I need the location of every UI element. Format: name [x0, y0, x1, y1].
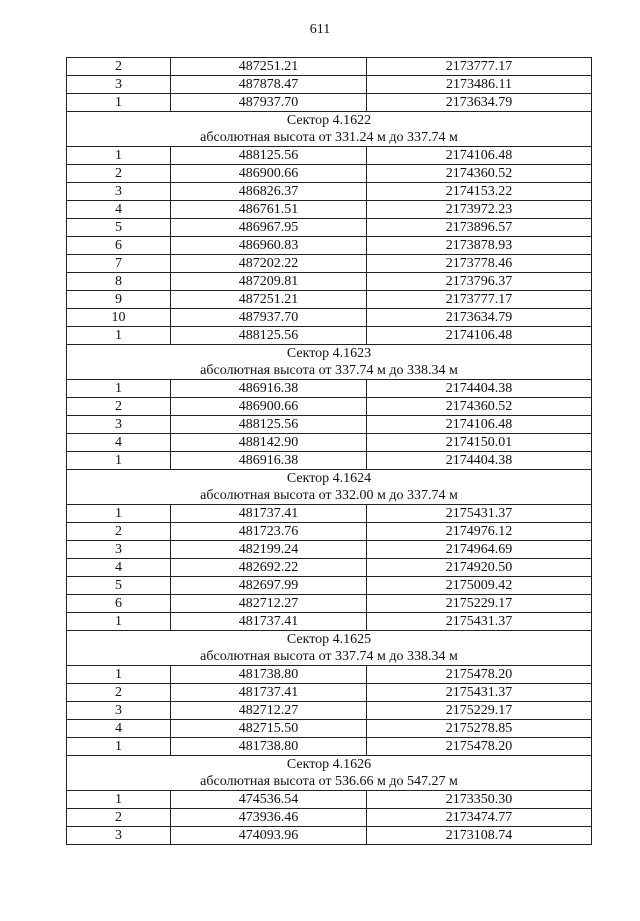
table-row	[67, 201, 592, 219]
sector-title: Сектор 4.1622	[286, 113, 372, 128]
table-row	[67, 595, 592, 613]
point-number-cell: 2	[67, 684, 171, 702]
point-number-cell: 1	[67, 666, 171, 684]
table-row	[67, 702, 592, 720]
y-coordinate-cell: 2174153.22	[367, 183, 592, 201]
y-coordinate-cell: 2173350.30	[367, 791, 592, 809]
point-number-cell: 4	[67, 201, 171, 219]
y-coordinate-cell: 2174404.38	[367, 380, 592, 398]
y-coordinate-cell: 2173634.79	[367, 94, 592, 112]
y-coordinate-cell: 2175009.42	[367, 577, 592, 595]
table-row	[67, 309, 592, 327]
y-coordinate-cell: 2174150.01	[367, 434, 592, 452]
y-coordinate-cell: 2175478.20	[367, 666, 592, 684]
table-row	[67, 183, 592, 201]
sector-header-cell	[67, 345, 592, 380]
y-coordinate-cell: 2173896.57	[367, 219, 592, 237]
point-number-cell: 6	[67, 237, 171, 255]
x-coordinate-cell: 474093.96	[171, 827, 367, 845]
x-coordinate-cell: 481738.80	[171, 666, 367, 684]
y-coordinate-cell: 2175229.17	[367, 595, 592, 613]
x-coordinate-cell: 474536.54	[171, 791, 367, 809]
y-coordinate-cell: 2173474.77	[367, 809, 592, 827]
x-coordinate-cell: 486826.37	[171, 183, 367, 201]
x-coordinate-cell: 481737.41	[171, 505, 367, 523]
x-coordinate-cell: 488125.56	[171, 327, 367, 345]
y-coordinate-cell: 2173778.46	[367, 255, 592, 273]
y-coordinate-cell: 2175229.17	[367, 702, 592, 720]
point-number-cell: 3	[67, 827, 171, 845]
x-coordinate-cell: 482199.24	[171, 541, 367, 559]
table-row	[67, 273, 592, 291]
sector-header-row	[67, 631, 592, 666]
y-coordinate-cell: 2174106.48	[367, 416, 592, 434]
table-row	[67, 237, 592, 255]
x-coordinate-cell: 482712.27	[171, 702, 367, 720]
table-row	[67, 434, 592, 452]
point-number-cell: 4	[67, 720, 171, 738]
x-coordinate-cell: 482715.50	[171, 720, 367, 738]
y-coordinate-cell: 2175478.20	[367, 738, 592, 756]
x-coordinate-cell: 481738.80	[171, 738, 367, 756]
sector-title: Сектор 4.1623	[286, 346, 372, 361]
y-coordinate-cell: 2173878.93	[367, 237, 592, 255]
y-coordinate-cell: 2175278.85	[367, 720, 592, 738]
y-coordinate-cell: 2174360.52	[367, 398, 592, 416]
table-row	[67, 738, 592, 756]
x-coordinate-cell: 487202.22	[171, 255, 367, 273]
point-number-cell: 7	[67, 255, 171, 273]
table-row	[67, 559, 592, 577]
sector-title: Сектор 4.1626	[286, 757, 372, 772]
sector-header-cell	[67, 112, 592, 147]
table-row	[67, 684, 592, 702]
sector-title: Сектор 4.1625	[286, 632, 372, 647]
coordinates-table	[66, 57, 592, 845]
x-coordinate-cell: 482692.22	[171, 559, 367, 577]
point-number-cell: 1	[67, 94, 171, 112]
point-number-cell: 3	[67, 416, 171, 434]
x-coordinate-cell: 488125.56	[171, 416, 367, 434]
x-coordinate-cell: 486960.83	[171, 237, 367, 255]
x-coordinate-cell: 481723.76	[171, 523, 367, 541]
y-coordinate-cell: 2175431.37	[367, 613, 592, 631]
y-coordinate-cell: 2174106.48	[367, 147, 592, 165]
table-row	[67, 94, 592, 112]
table-row	[67, 255, 592, 273]
table-row	[67, 809, 592, 827]
x-coordinate-cell: 481737.41	[171, 684, 367, 702]
point-number-cell: 1	[67, 613, 171, 631]
y-coordinate-cell: 2173972.23	[367, 201, 592, 219]
point-number-cell: 9	[67, 291, 171, 309]
x-coordinate-cell: 486967.95	[171, 219, 367, 237]
y-coordinate-cell: 2174920.50	[367, 559, 592, 577]
point-number-cell: 5	[67, 219, 171, 237]
x-coordinate-cell: 487251.21	[171, 58, 367, 76]
point-number-cell: 2	[67, 165, 171, 183]
x-coordinate-cell: 486900.66	[171, 165, 367, 183]
x-coordinate-cell: 487937.70	[171, 309, 367, 327]
point-number-cell: 4	[67, 434, 171, 452]
x-coordinate-cell: 486761.51	[171, 201, 367, 219]
table-row	[67, 452, 592, 470]
sector-header-cell	[67, 756, 592, 791]
table-row	[67, 541, 592, 559]
table-row	[67, 523, 592, 541]
y-coordinate-cell: 2173634.79	[367, 309, 592, 327]
point-number-cell: 1	[67, 738, 171, 756]
y-coordinate-cell: 2173796.37	[367, 273, 592, 291]
table-row	[67, 327, 592, 345]
table-row	[67, 827, 592, 845]
x-coordinate-cell: 487251.21	[171, 291, 367, 309]
y-coordinate-cell: 2173108.74	[367, 827, 592, 845]
y-coordinate-cell: 2173486.11	[367, 76, 592, 94]
point-number-cell: 3	[67, 702, 171, 720]
x-coordinate-cell: 487209.81	[171, 273, 367, 291]
point-number-cell: 3	[67, 76, 171, 94]
sector-header-row	[67, 756, 592, 791]
x-coordinate-cell: 482697.99	[171, 577, 367, 595]
page-number: 611	[309, 22, 331, 37]
point-number-cell: 6	[67, 595, 171, 613]
sector-header-row	[67, 345, 592, 380]
sector-header-row	[67, 470, 592, 505]
table-row	[67, 58, 592, 76]
x-coordinate-cell: 487878.47	[171, 76, 367, 94]
table-row	[67, 380, 592, 398]
y-coordinate-cell: 2174964.69	[367, 541, 592, 559]
y-coordinate-cell: 2173777.17	[367, 291, 592, 309]
table-row	[67, 165, 592, 183]
table-row	[67, 577, 592, 595]
point-number-cell: 2	[67, 809, 171, 827]
y-coordinate-cell: 2175431.37	[367, 505, 592, 523]
sector-header-row	[67, 112, 592, 147]
x-coordinate-cell: 488125.56	[171, 147, 367, 165]
point-number-cell: 1	[67, 452, 171, 470]
coordinates-table-body	[67, 58, 592, 845]
table-row	[67, 147, 592, 165]
x-coordinate-cell: 487937.70	[171, 94, 367, 112]
y-coordinate-cell: 2174360.52	[367, 165, 592, 183]
sector-altitude: абсолютная высота от 337.74 м до 338.34 м	[200, 363, 458, 378]
sector-header-cell	[67, 470, 592, 505]
y-coordinate-cell: 2173777.17	[367, 58, 592, 76]
table-row	[67, 720, 592, 738]
point-number-cell: 1	[67, 327, 171, 345]
sector-altitude: абсолютная высота от 331.24 м до 337.74 м	[200, 130, 458, 145]
x-coordinate-cell: 486900.66	[171, 398, 367, 416]
table-row	[67, 666, 592, 684]
table-row	[67, 416, 592, 434]
x-coordinate-cell: 488142.90	[171, 434, 367, 452]
x-coordinate-cell: 482712.27	[171, 595, 367, 613]
point-number-cell: 4	[67, 559, 171, 577]
sector-altitude: абсолютная высота от 536.66 м до 547.27 м	[200, 774, 458, 789]
sector-altitude: абсолютная высота от 337.74 м до 338.34 м	[200, 649, 458, 664]
point-number-cell: 3	[67, 541, 171, 559]
sector-title: Сектор 4.1624	[286, 471, 372, 486]
point-number-cell: 8	[67, 273, 171, 291]
sector-altitude: абсолютная высота от 332.00 м до 337.74 м	[200, 488, 458, 503]
sector-header-cell	[67, 631, 592, 666]
x-coordinate-cell: 486916.38	[171, 380, 367, 398]
table-row	[67, 398, 592, 416]
point-number-cell: 5	[67, 577, 171, 595]
table-row	[67, 613, 592, 631]
point-number-cell: 1	[67, 380, 171, 398]
x-coordinate-cell: 481737.41	[171, 613, 367, 631]
table-row	[67, 291, 592, 309]
y-coordinate-cell: 2174976.12	[367, 523, 592, 541]
point-number-cell: 1	[67, 791, 171, 809]
y-coordinate-cell: 2175431.37	[367, 684, 592, 702]
table-row	[67, 219, 592, 237]
x-coordinate-cell: 473936.46	[171, 809, 367, 827]
y-coordinate-cell: 2174106.48	[367, 327, 592, 345]
point-number-cell: 1	[67, 147, 171, 165]
point-number-cell: 10	[67, 309, 171, 327]
point-number-cell: 2	[67, 398, 171, 416]
x-coordinate-cell: 486916.38	[171, 452, 367, 470]
table-row	[67, 791, 592, 809]
point-number-cell: 3	[67, 183, 171, 201]
point-number-cell: 2	[67, 58, 171, 76]
y-coordinate-cell: 2174404.38	[367, 452, 592, 470]
point-number-cell: 2	[67, 523, 171, 541]
table-row	[67, 505, 592, 523]
point-number-cell: 1	[67, 505, 171, 523]
table-row	[67, 76, 592, 94]
